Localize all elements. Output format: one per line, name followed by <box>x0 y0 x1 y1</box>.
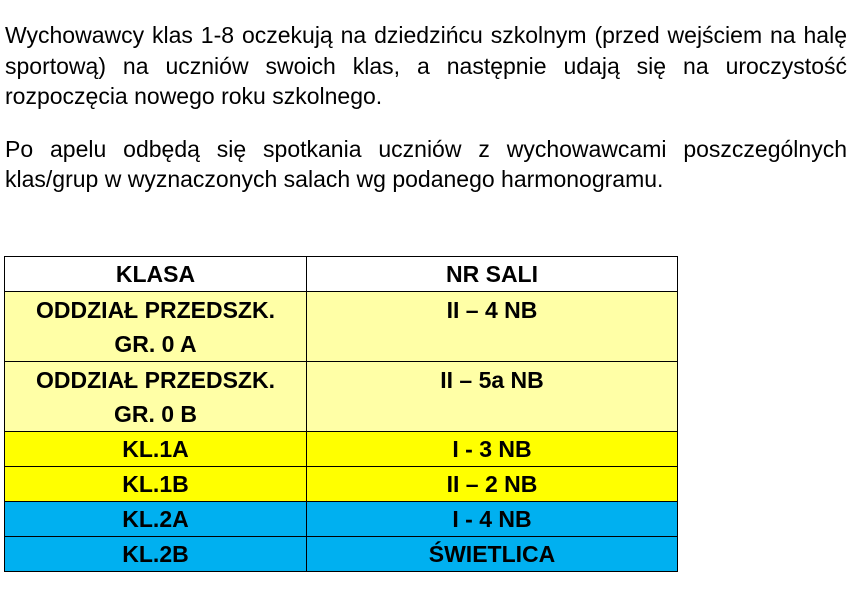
document-body <box>5 20 847 195</box>
sala-cell: I - 3 NB <box>307 432 678 467</box>
paragraph-intro: Wychowawcy klas 1-8 oczekują na dziedzińcu szkolnym (przed wejściem na halę sportową) na uczniów swoich klas, a następnie udają się na uroczystość rozpoczęcia nowego roku szkolnego. <box>5 22 847 109</box>
sala-cell: I - 4 NB <box>307 502 678 537</box>
table-header-row <box>5 257 678 292</box>
sala-cell: II – 4 NB <box>307 292 678 362</box>
klasa-cell: KL.2B <box>5 537 307 572</box>
klasa-line2: GR. 0 B <box>113 401 198 427</box>
table-row <box>5 362 678 432</box>
klasa-cell: KL.1B <box>5 467 307 502</box>
klasa-cell: KL.2A <box>5 502 307 537</box>
klasa-cell <box>5 362 307 432</box>
schedule-table <box>4 256 678 572</box>
paragraph-meetings: Po apelu odbędą się spotkania uczniów z wychowawcami poszczególnych klas/grup w wyznaczonych salach wg podanego harmonogramu. <box>5 135 847 192</box>
klasa-cell: KL.1A <box>5 432 307 467</box>
table-row <box>5 292 678 362</box>
table-row <box>5 467 678 502</box>
header-nr-sali: NR SALI <box>307 257 678 292</box>
table-row <box>5 432 678 467</box>
klasa-line1: ODDZIAŁ PRZEDSZK. <box>36 297 275 323</box>
sala-cell: II – 5a NB <box>307 362 678 432</box>
table-row <box>5 537 678 572</box>
klasa-cell <box>5 292 307 362</box>
klasa-line1: ODDZIAŁ PRZEDSZK. <box>36 367 275 393</box>
sala-cell: II – 2 NB <box>307 467 678 502</box>
header-klasa: KLASA <box>5 257 307 292</box>
sala-cell: ŚWIETLICA <box>307 537 678 572</box>
klasa-line2: GR. 0 A <box>114 331 197 357</box>
table-row <box>5 502 678 537</box>
